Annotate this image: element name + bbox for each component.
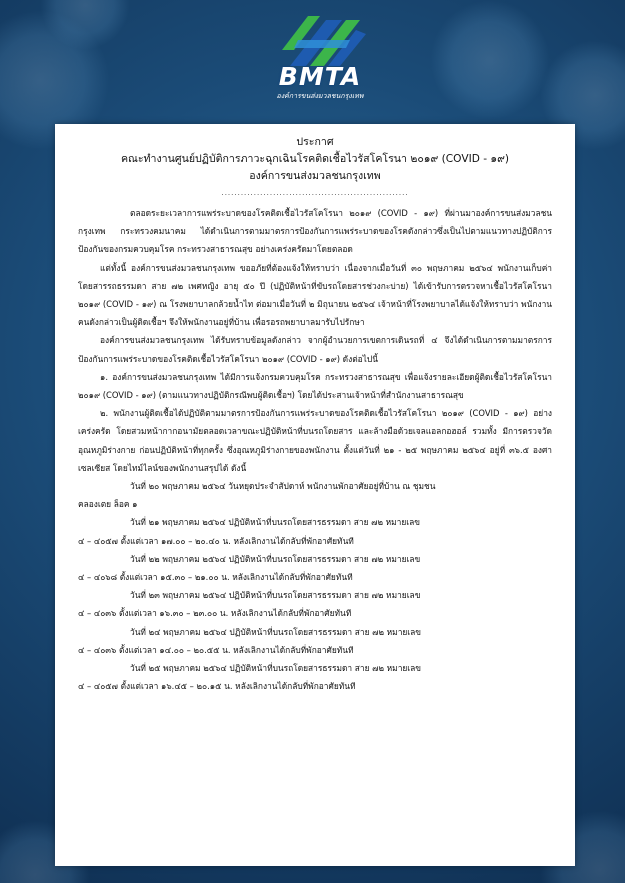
announcement-body — [78, 204, 552, 695]
timeline-line: ๔ – ๔๐๖๘ ตั้งแต่เวลา ๑๕.๓๐ – ๒๑.๐๐ น. หลังเลิกงานได้กลับที่พักอาศัยทันที — [78, 572, 353, 583]
paragraph: ตลอดระยะเวลาการแพร่ระบาดของโรคติดเชื้อไวรัสโคโรนา ๒๐๑๙ (COVID - ๑๙) ที่ผ่านมาองค์การขนส่งมวลชนกรุงเทพ กระทรวงคมนาคม ได้ดำเนินการตามมาตรการป้องกันการแพร่ระบาดของโรคดังกล่าวซึ่งเป็นไปตามแนวทางปฏิบัติการป้องกันของกรมควบคุมโรค กระทรวงสาธารณสุข อย่างเคร่งครัดมาโดยตลอด — [78, 208, 552, 255]
paragraph: ๒. พนักงานผู้ติดเชื้อได้ปฏิบัติตามมาตรการป้องกันการแพร่ระบาดของโรคติดเชื้อไวรัสโคโรนา ๒๐๑๙ (COVID - ๑๙) อย่างเคร่งครัด โดยสวมหน้ากากอนามัยตลอดเวลาขณะปฏิบัติหน้าที่บนรถโดยสาร และล้างมือด้วยเจลแอลกอฮอล์ รวมทั้ง มีการตรวจวัดอุณหภูมิร่างกาย ก่อนปฏิบัติหน้าที่ทุกครั้ง ซึ่งอุณหภูมิร่างกายของพนักงาน ตั้งแต่วันที่ ๒๑ - ๒๕ พฤษภาคม ๒๕๖๔ อยู่ที่ ๓๖.๕ องศาเซลเซียส โดยไทม์ไลน์ของพนักงานสรุปได้ ดังนี้ — [78, 408, 552, 473]
timeline-line: วันที่ ๒๐ พฤษภาคม ๒๕๖๔ วันหยุดประจำสัปดาห์ พนักงานพักอาศัยอยู่ที่บ้าน ณ ชุมชน — [130, 481, 436, 492]
timeline-line: ๔ – ๔๐๓๖ ตั้งแต่เวลา ๑๔.๐๐ – ๒๐.๕๕ น. หลังเลิกงานได้กลับที่พักอาศัยทันที — [78, 644, 354, 655]
timeline-line: วันที่ ๒๑ พฤษภาคม ๒๕๖๔ ปฏิบัติหน้าที่บนรถโดยสารธรรมดา สาย ๗๒ หมายเลข — [130, 517, 421, 528]
timeline-line: วันที่ ๒๕ พฤษภาคม ๒๕๖๔ ปฏิบัติหน้าที่บนรถโดยสารธรรมดา สาย ๗๒ หมายเลข — [130, 663, 422, 674]
paragraph: องค์การขนส่งมวลชนกรุงเทพ ได้รับทราบข้อมูลดังกล่าว จากผู้อำนวยการเขตการเดินรถที่ ๔ จึงได้ดำเนินการตามมาตรการป้องกันการแพร่ระบาดของโรคติดเชื้อไวรัสโคโรนา ๒๐๑๙ (COVID - ๑๙) ดังต่อไปนี้ — [78, 335, 552, 364]
timeline-line: ๔ – ๔๐๕๗ ตั้งแต่เวลา ๑๗.๐๐ – ๒๐.๔๐ น. หลังเลิกงานได้กลับที่พักอาศัยทันที — [78, 535, 354, 546]
timeline-line: วันที่ ๒๔ พฤษภาคม ๒๕๖๔ ปฏิบัติหน้าที่บนรถโดยสารธรรมดา สาย ๗๒ หมายเลข — [130, 626, 422, 637]
timeline-item — [78, 550, 552, 586]
announcement-title: ประกาศ — [296, 136, 334, 148]
announcement-header — [55, 134, 575, 197]
paragraph: แต่ทั้งนี้ องค์การขนส่งมวลชนกรุงเทพ ขออภัยที่ต้องแจ้งให้ทราบว่า เนื่องจากเมื่อวันที่ ๓๐ พฤษภาคม ๒๕๖๔ พนักงานเก็บค่าโดยสารรถธรรมดา สาย ๗๒ เพศหญิง อายุ ๕๐ ปี (ปฏิบัติหน้าที่ขับรถโดยสารช่วงกะบ่าย) ได้เข้ารับการตรวจหาเชื้อไวรัสโคโรนา ๒๐๑๙ (COVID - ๑๙) ณ โรงพยาบาลกล้วยน้ำไท ต่อมาเมื่อวันที่ ๒ มิถุนายน ๒๕๖๔ เจ้าหน้าที่โรงพยาบาลได้แจ้งให้ทราบว่า พนักงานคนดังกล่าวเป็นผู้ติดเชื้อฯ จึงให้พนักงานอยู่ที่บ้าน เพื่อรอรถพยาบาลมารับไปรักษา — [78, 262, 552, 328]
paragraph: ๑. องค์การขนส่งมวลชนกรุงเทพ ได้มีการแจ้งกรมควบคุมโรค กระทรวงสาธารณสุข เพื่อแจ้งรายละเอียดผู้ติดเชื้อไวรัสโคโรนา ๒๐๑๙ (COVID - ๑๙) (ตามแนวทางปฏิบัติกรณีพบผู้ติดเชื้อฯ) โดยได้ประสานเจ้าหน้าที่สำนักงานสาธารณสุข — [78, 371, 552, 401]
logo-subtext: องค์การขนส่งมวลชนกรุงเทพ — [276, 92, 364, 100]
timeline-line: คลองเตย ล็อค ๑ — [78, 499, 138, 510]
header — [0, 0, 625, 118]
committee-name: คณะทำงานศูนย์ปฏิบัติการภาวะฉุกเฉินโรคติดเชื้อไวรัสโคโรนา ๒๐๑๙ (COVID - ๑๙) — [120, 153, 510, 165]
timeline-item — [78, 477, 552, 513]
timeline-line: ๔ – ๔๐๓๖ ตั้งแต่เวลา ๑๖.๓๐ – ๒๓.๐๐ น. หลังเลิกงานได้กลับที่พักอาศัยทันที — [78, 608, 352, 619]
timeline-item — [78, 623, 552, 659]
timeline-list — [78, 477, 552, 695]
timeline-item — [78, 513, 552, 549]
timeline-line: วันที่ ๒๒ พฤษภาคม ๒๕๖๔ ปฏิบัติหน้าที่บนรถโดยสารธรรมดา สาย ๗๒ หมายเลข — [130, 553, 421, 564]
logo-text: BMTA — [278, 62, 362, 91]
announcement-sheet — [55, 124, 575, 866]
timeline-line: ๔ – ๔๐๕๗ ตั้งแต่เวลา ๑๖.๔๕ – ๒๐.๑๕ น. หลังเลิกงานได้กลับที่พักอาศัยทันที — [78, 681, 356, 692]
timeline-item — [78, 659, 552, 695]
separator: .......................................................... — [221, 189, 409, 197]
timeline-line: วันที่ ๒๓ พฤษภาคม ๒๕๖๔ ปฏิบัติหน้าที่บนรถโดยสารธรรมดา สาย ๗๒ หมายเลข — [130, 590, 421, 601]
organization-name: องค์การขนส่งมวลชนกรุงเทพ — [249, 170, 381, 182]
timeline-item — [78, 586, 552, 622]
